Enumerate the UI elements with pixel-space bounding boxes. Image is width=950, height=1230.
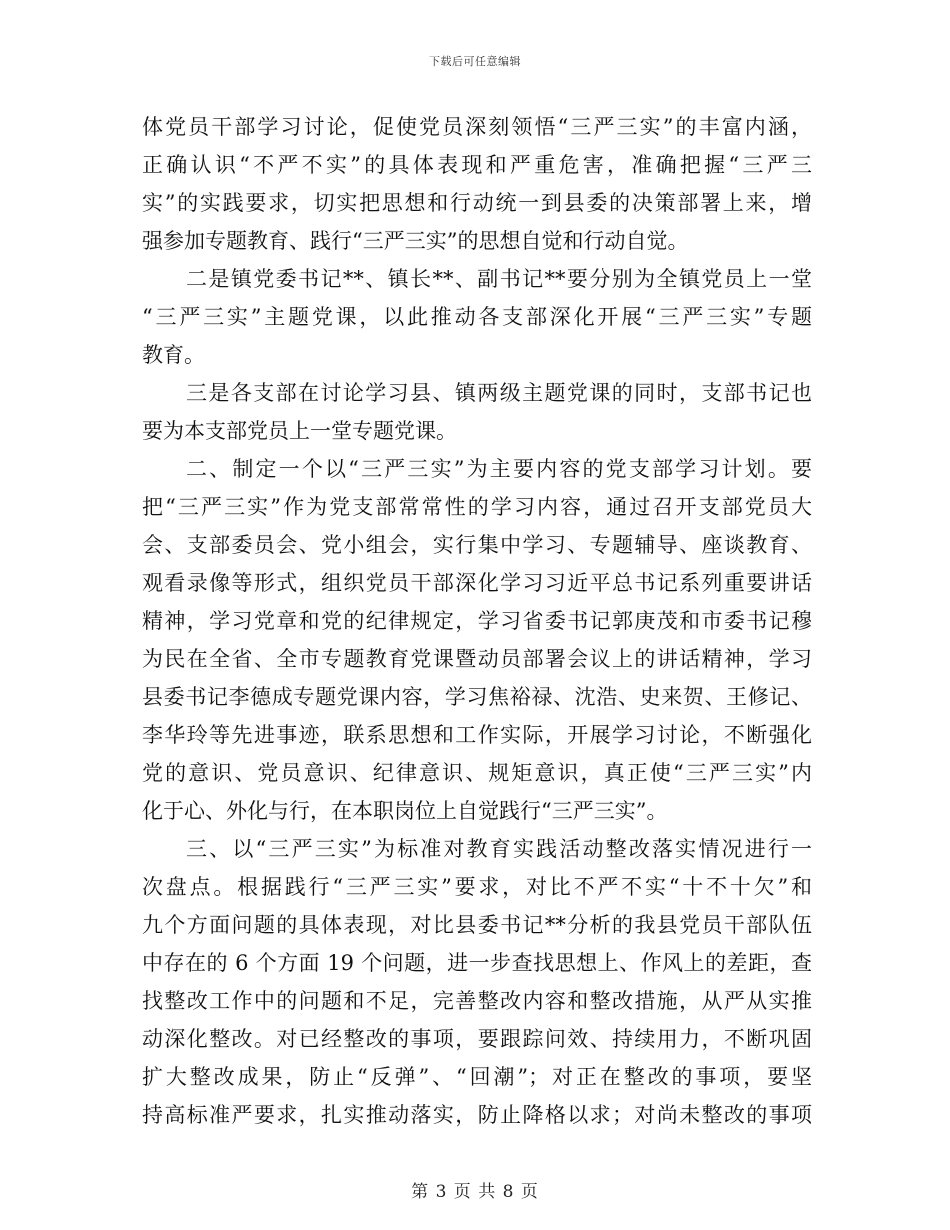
paragraph-3 bbox=[142, 374, 812, 450]
text-line: 要为本支部党员上一堂专题党课。 bbox=[142, 419, 457, 443]
paragraph-5 bbox=[142, 830, 812, 1134]
text-line: 会、支部委员会、党小组会，实行集中学习、专题辅导、座谈教育、 bbox=[142, 533, 812, 557]
text-line: 三、以“三严三实”为标准对教育实践活动整改落实情况进行一 bbox=[186, 837, 812, 861]
text-line: 教育。 bbox=[142, 343, 205, 367]
text-line: 动深化整改。对已经整改的事项，要跟踪问效、持续用力，不断巩固 bbox=[142, 1027, 812, 1051]
text-line: “三严三实”主题党课，以此推动各支部深化开展“三严三实”专题 bbox=[142, 305, 812, 329]
text-line: 体党员干部学习讨论，促使党员深刻领悟“三严三实”的丰富内涵， bbox=[142, 115, 812, 139]
text-line: 三是各支部在讨论学习县、镇两级主题党课的同时，支部书记也 bbox=[186, 381, 812, 405]
text-line: 二是镇党委书记**、镇长**、副书记**要分别为全镇党员上一堂 bbox=[186, 267, 812, 291]
text-line: 持高标准严要求，扎实推动落实，防止降格以求；对尚未整改的事项 bbox=[142, 1103, 812, 1127]
text-line: 观看录像等形式，组织党员干部深化学习习近平总书记系列重要讲话 bbox=[142, 571, 812, 595]
text-line: 九个方面问题的具体表现，对比县委书记**分析的我县党员干部队伍 bbox=[142, 913, 812, 937]
text-line: 李华玲等先进事迹，联系思想和工作实际，开展学习讨论，不断强化 bbox=[142, 723, 812, 747]
text-line: 扩大整改成果，防止“反弹”、“回潮”；对正在整改的事项，要坚 bbox=[142, 1065, 812, 1089]
text-line: 把“三严三实”作为党支部常常性的学习内容，通过召开支部党员大 bbox=[142, 495, 812, 519]
text-line: 为民在全省、全市专题教育党课暨动员部署会议上的讲话精神，学习 bbox=[142, 647, 812, 671]
text-line: 二、制定一个以“三严三实”为主要内容的党支部学习计划。要 bbox=[186, 457, 812, 481]
text-line: 强参加专题教育、践行“三严三实”的思想自觉和行动自觉。 bbox=[142, 229, 689, 253]
paragraph-1 bbox=[142, 108, 812, 260]
text-line: 找整改工作中的问题和不足，完善整改内容和整改措施，从严从实推 bbox=[142, 989, 812, 1013]
paragraph-4 bbox=[142, 450, 812, 830]
paragraph-2 bbox=[142, 260, 812, 374]
page-header: 下载后可任意编辑 bbox=[429, 55, 521, 68]
text-line: 中存在的 6 个方面 19 个问题，进一步查找思想上、作风上的差距，查 bbox=[142, 951, 812, 975]
text-line: 实”的实践要求，切实把思想和行动统一到县委的决策部署上来，增 bbox=[142, 191, 812, 215]
page-footer: 第 3 页 共 8 页 bbox=[411, 1182, 539, 1202]
text-line: 次盘点。根据践行“三严三实”要求，对比不严不实“十不十欠”和 bbox=[142, 875, 812, 899]
text-line: 县委书记李德成专题党课内容，学习焦裕禄、沈浩、史来贺、王修记、 bbox=[142, 685, 812, 709]
document-body bbox=[142, 108, 812, 1134]
text-line: 正确认识“不严不实”的具体表现和严重危害，准确把握“三严三 bbox=[142, 153, 812, 177]
text-line: 精神，学习党章和党的纪律规定，学习省委书记郭庚茂和市委书记穆 bbox=[142, 609, 812, 633]
text-line: 化于心、外化与行，在本职岗位上自觉践行“三严三实”。 bbox=[142, 799, 668, 823]
text-line: 党的意识、党员意识、纪律意识、规矩意识，真正使“三严三实”内 bbox=[142, 761, 812, 785]
